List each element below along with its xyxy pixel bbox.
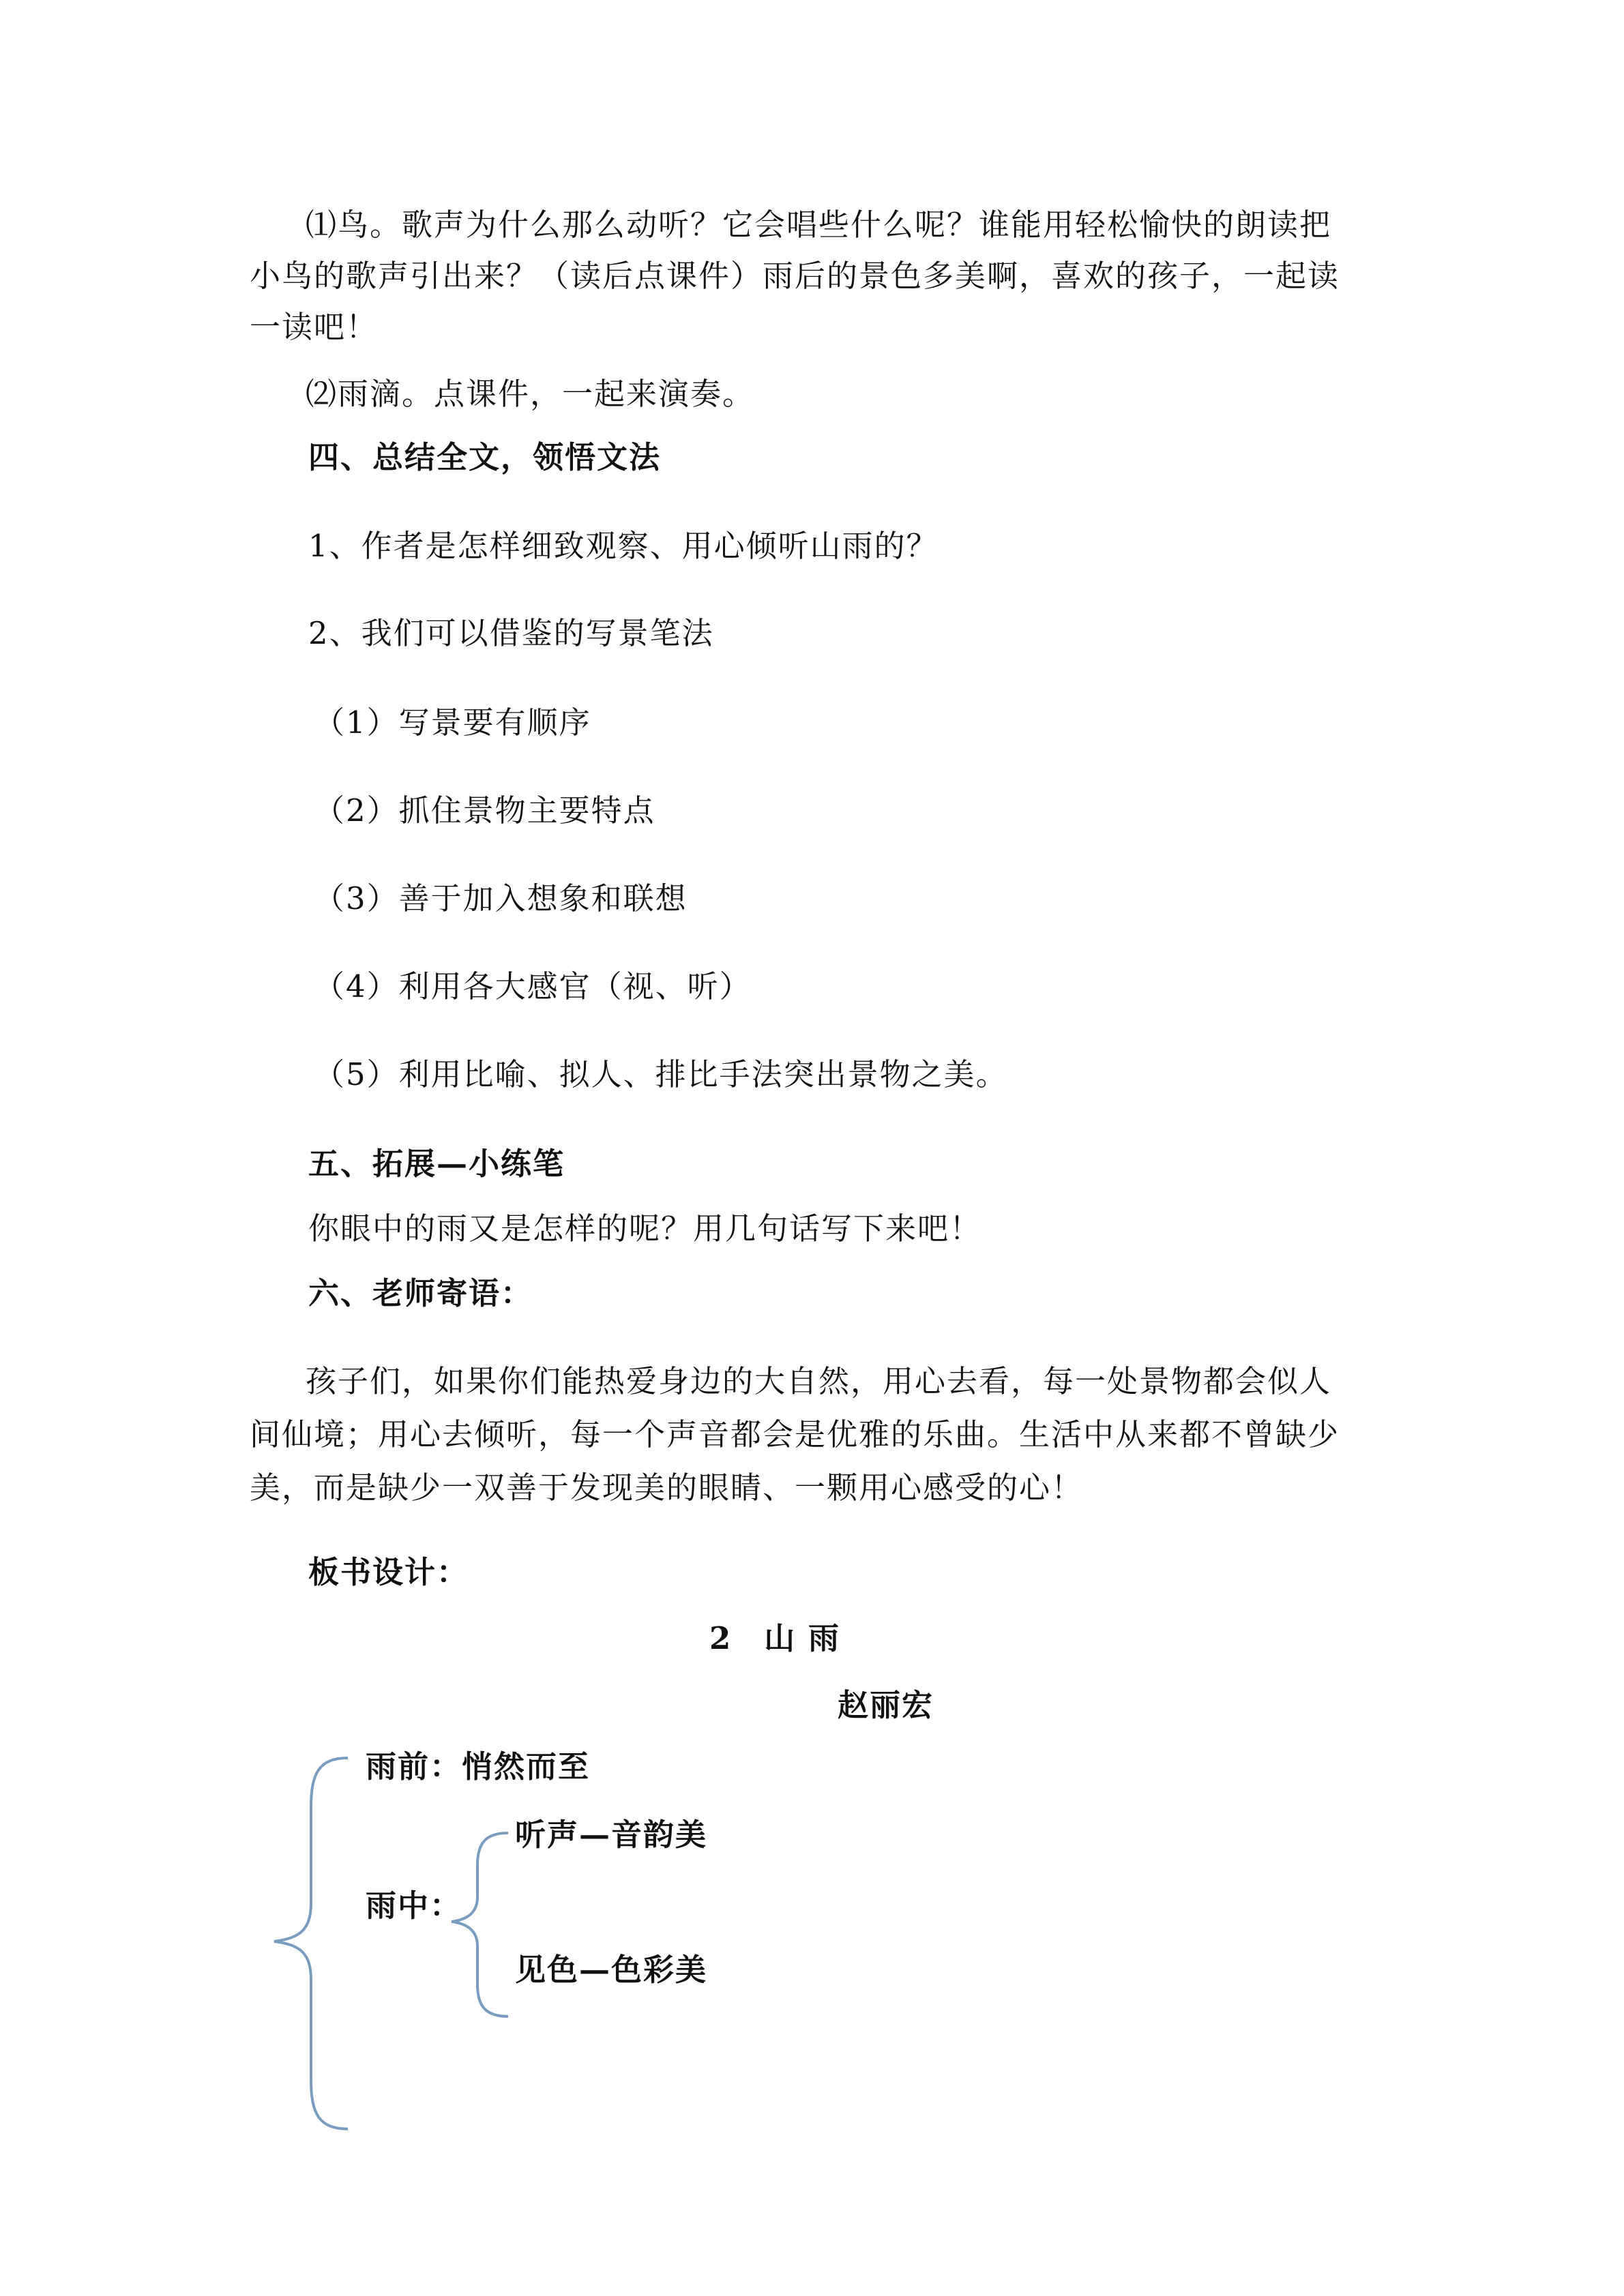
outer-brace xyxy=(274,1758,348,2129)
list-item: （5）利用比喻、拟人、排比手法突出景物之美。 xyxy=(314,1056,1008,1092)
question-2: 2、我们可以借鉴的写景笔法 xyxy=(308,615,714,651)
during-rain-label: 雨中： xyxy=(366,1888,462,1924)
section-heading-4: 四、总结全文，领悟文法 xyxy=(308,439,662,475)
paragraph-bird-line-2: 小鸟的歌声引出来？（读后点课件）雨后的景色多美啊，喜欢的孩子，一起读 xyxy=(250,258,1340,294)
list-item: （4）利用各大感官（视、听） xyxy=(314,968,752,1004)
section-heading-5: 五、拓展—小练笔 xyxy=(308,1146,565,1182)
list-item: （3）善于加入想象和联想 xyxy=(314,880,688,916)
lesson-title: 2 山 雨 xyxy=(709,1620,840,1656)
question-1: 1、作者是怎样细致观察、用心倾听山雨的？ xyxy=(308,528,939,564)
color-beauty-label: 见色—色彩美 xyxy=(515,1952,708,1988)
author-name: 赵丽宏 xyxy=(838,1687,934,1723)
section-heading-6: 六、老师寄语： xyxy=(308,1275,533,1311)
paragraph-raindrop: ⑵雨滴。点课件，一起来演奏。 xyxy=(306,376,755,412)
before-rain-label: 雨前：悄然而至 xyxy=(366,1748,591,1785)
paragraph-bird-line-1: ⑴鸟。歌声为什么那么动听？它会唱些什么呢？谁能用轻松愉快的朗读把 xyxy=(306,207,1332,243)
inner-brace xyxy=(452,1833,508,2016)
paragraph-teacher-words-line-3: 美，而是缺少一双善于发现美的眼睛、一颗用心感受的心！ xyxy=(250,1470,1084,1506)
sound-beauty-label: 听声—音韵美 xyxy=(515,1817,708,1853)
list-item: （2）抓住景物主要特点 xyxy=(314,792,655,829)
paragraph-teacher-words-line-2: 间仙境；用心去倾听，每一个声音都会是优雅的乐曲。生活中从来都不曾缺少 xyxy=(250,1416,1340,1452)
list-item: （1）写景要有顺序 xyxy=(314,704,591,741)
paragraph-writing-practice: 你眼中的雨又是怎样的呢？用几句话写下来吧！ xyxy=(308,1210,982,1247)
paragraph-bird-line-3: 一读吧！ xyxy=(250,309,379,345)
board-design-heading: 板书设计： xyxy=(308,1554,469,1590)
paragraph-teacher-words-line-1: 孩子们，如果你们能热爱身边的大自然，用心去看，每一处景物都会似人 xyxy=(306,1363,1332,1399)
